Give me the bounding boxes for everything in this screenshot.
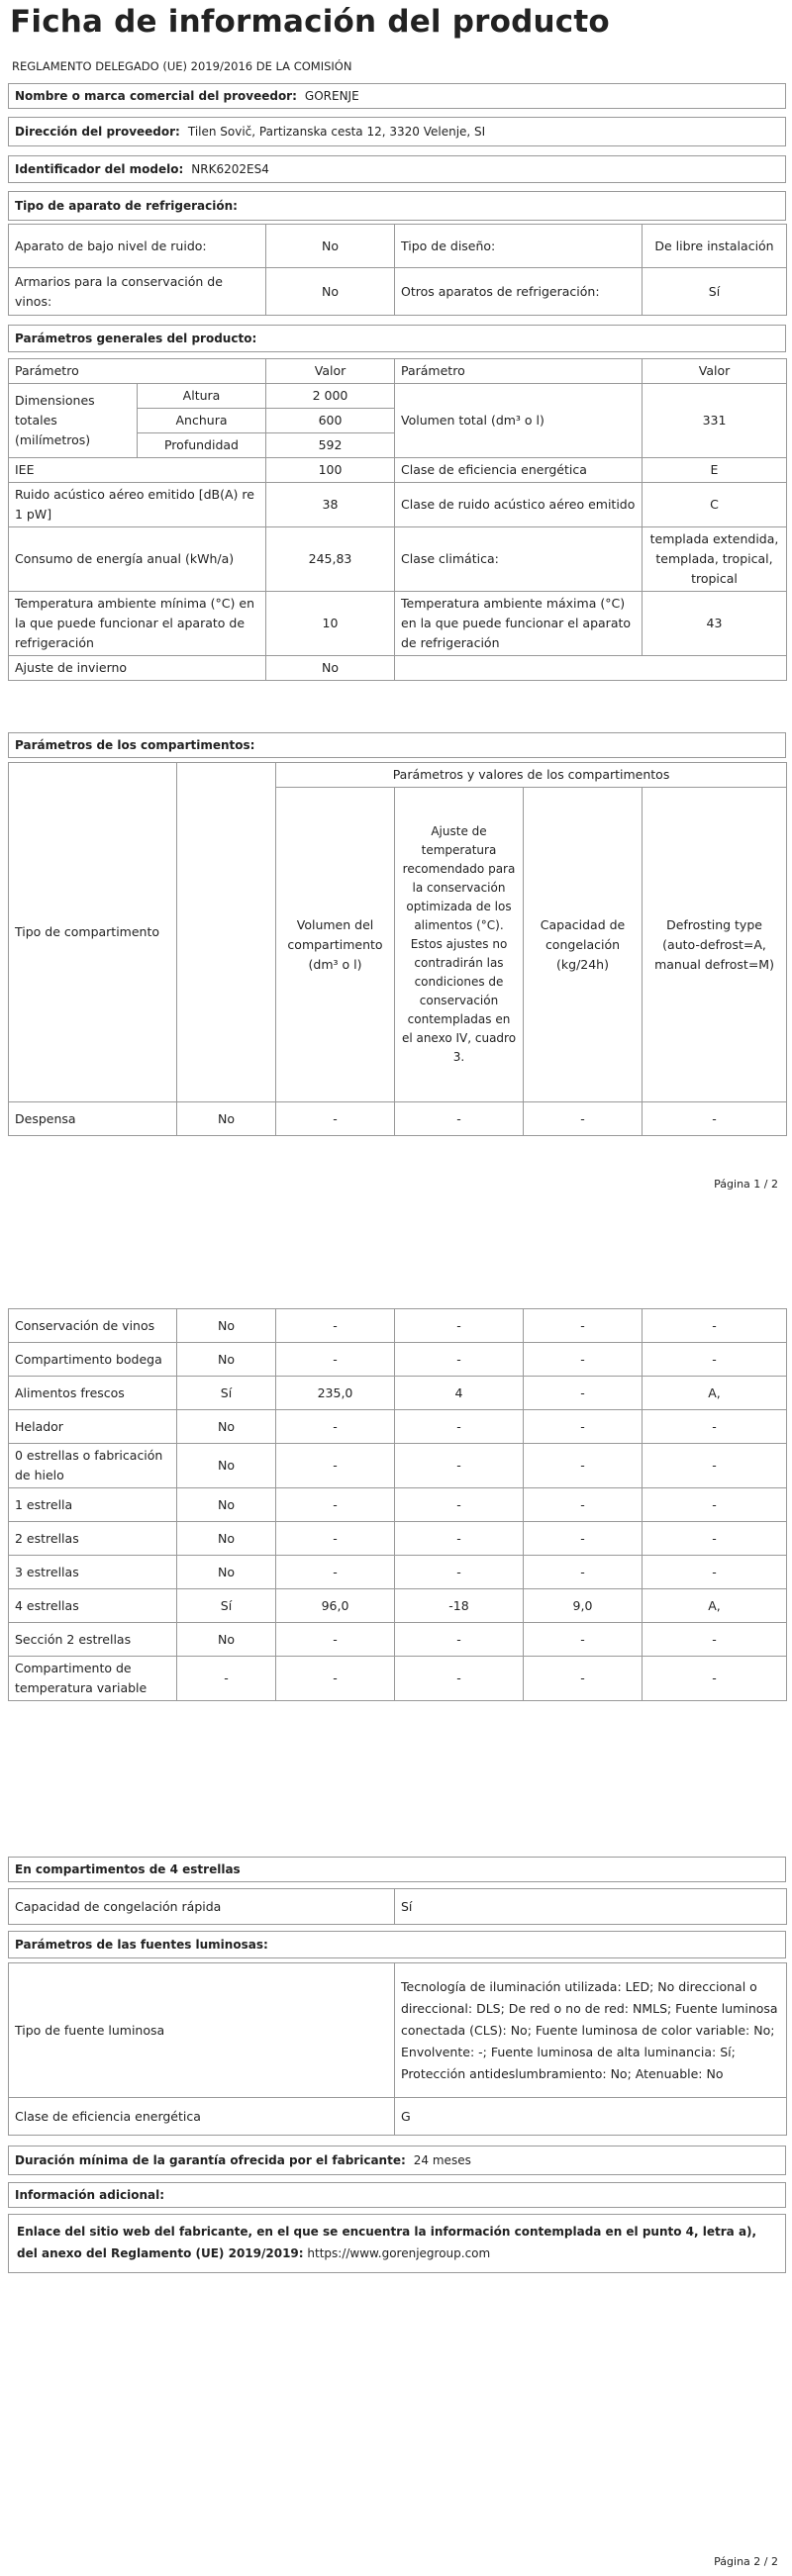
compartment-name: 4 estrellas — [9, 1589, 177, 1623]
height-value: 2 000 — [266, 384, 395, 409]
compartment-name: Compartimento bodega — [9, 1343, 177, 1377]
compartment-freeze: - — [524, 1377, 643, 1410]
compartment-defrost: - — [643, 1343, 787, 1377]
four-star-table — [8, 1888, 787, 1925]
compartment-name: Conservación de vinos — [9, 1309, 177, 1343]
page-number-1: Página 1 / 2 — [714, 1178, 778, 1191]
fast-freeze-label: Capacidad de congelación rápida — [9, 1889, 395, 1925]
compartment-volume: 235,0 — [276, 1377, 395, 1410]
compartment-name: 1 estrella — [9, 1488, 177, 1522]
noise-class-value: C — [643, 483, 787, 527]
compartment-name: 3 estrellas — [9, 1556, 177, 1589]
compartment-name: Compartimento de temperatura variable — [9, 1657, 177, 1701]
compartment-volume: 96,0 — [276, 1589, 395, 1623]
min-temp-value: 10 — [266, 592, 395, 656]
compartment-temp: - — [395, 1488, 524, 1522]
table-row — [9, 1556, 787, 1589]
compartment-temp: - — [395, 1410, 524, 1444]
warranty-label: Duración mínima de la garantía ofrecida por el fabricante: — [15, 2153, 406, 2167]
compartment-temp: 4 — [395, 1377, 524, 1410]
general-heading: Parámetros generales del producto: — [8, 325, 786, 352]
page-title: Ficha de información del producto — [10, 4, 610, 40]
table-row — [9, 1657, 787, 1701]
design-value: De libre instalación — [643, 225, 787, 268]
compartment-freeze: - — [524, 1343, 643, 1377]
light-heading: Parámetros de las fuentes luminosas: — [8, 1931, 786, 1958]
compartment-volume: - — [276, 1444, 395, 1488]
volume-label: Volumen total (dm³ o l) — [395, 384, 643, 458]
type-heading: Tipo de aparato de refrigeración: — [8, 191, 786, 221]
compartment-freeze: - — [524, 1444, 643, 1488]
depth-label: Profundidad — [138, 433, 266, 458]
iee-label: IEE — [9, 458, 266, 483]
compartment-present: No — [177, 1343, 276, 1377]
energy-value: 245,83 — [266, 527, 395, 592]
compartment-present: No — [177, 1488, 276, 1522]
other-value: Sí — [643, 268, 787, 316]
iee-value: 100 — [266, 458, 395, 483]
warranty-value: 24 meses — [413, 2153, 471, 2167]
compartment-freeze: - — [524, 1309, 643, 1343]
col-param-header-2: Parámetro — [395, 359, 643, 384]
compartment-defrost: A, — [643, 1377, 787, 1410]
link-label: Enlace del sitio web del fabricante, en el que se encuentra la información contemplada en el punto 4, letra a), del anexo del Reglamento (UE) 2019/2019: — [17, 2225, 757, 2260]
compartment-freeze: - — [524, 1522, 643, 1556]
compartment-temp: -18 — [395, 1589, 524, 1623]
compartment-defrost: - — [643, 1522, 787, 1556]
max-temp-value: 43 — [643, 592, 787, 656]
noise-value: 38 — [266, 483, 395, 527]
compartment-name: 2 estrellas — [9, 1522, 177, 1556]
max-temp-label: Temperatura ambiente máxima (°C) en la que puede funcionar el aparato de refrigeración — [395, 592, 643, 656]
height-label: Altura — [138, 384, 266, 409]
compartment-present: - — [177, 1657, 276, 1701]
table-row — [9, 1488, 787, 1522]
other-label: Otros aparatos de refrigeración: — [395, 268, 643, 316]
address-label: Dirección del proveedor: — [15, 125, 180, 139]
col-freeze-header: Capacidad de congelación (kg/24h) — [524, 788, 643, 1102]
model-value: NRK6202ES4 — [191, 162, 269, 176]
compartment-name: Despensa — [9, 1102, 177, 1136]
compartment-freeze: - — [524, 1623, 643, 1657]
compartment-name: Sección 2 estrellas — [9, 1623, 177, 1657]
volume-value: 331 — [643, 384, 787, 458]
compartment-volume: - — [276, 1657, 395, 1701]
table-row — [9, 1589, 787, 1623]
compartment-temp: - — [395, 1657, 524, 1701]
brand-value: GORENJE — [304, 89, 359, 103]
light-class-value: G — [395, 2098, 787, 2136]
manufacturer-link[interactable]: https://www.gorenjegroup.com — [307, 2246, 491, 2260]
light-type-value: Tecnología de iluminación utilizada: LED; No direccional o direccional: DLS; De red o no de red: NMLS; Fuente luminosa conectada (CLS): No; Fuente luminosa de color variable: No; Envolvente: -; Fuente luminosa de alta luminancia: Sí; Protección antideslumbramiento: No; Atenuable: No — [395, 1963, 787, 2098]
col-defrost-header: Defrosting type (auto-defrost=A, manual defrost=M) — [643, 788, 787, 1102]
compartment-defrost: - — [643, 1556, 787, 1589]
compartment-volume: - — [276, 1522, 395, 1556]
table-row — [9, 1623, 787, 1657]
compartments-table — [8, 762, 787, 1136]
compartment-name: Helador — [9, 1410, 177, 1444]
compartment-defrost: - — [643, 1102, 787, 1136]
compartment-name: Alimentos frescos — [9, 1377, 177, 1410]
compartment-temp: - — [395, 1556, 524, 1589]
compartment-volume: - — [276, 1488, 395, 1522]
four-star-heading: En compartimentos de 4 estrellas — [8, 1857, 786, 1882]
dims-label: Dimensiones totales (milímetros) — [9, 384, 138, 458]
width-value: 600 — [266, 409, 395, 433]
compartment-defrost: - — [643, 1410, 787, 1444]
model-label: Identificador del modelo: — [15, 162, 184, 176]
low-noise-label: Aparato de bajo nivel de ruido: — [9, 225, 266, 268]
compartment-freeze: - — [524, 1410, 643, 1444]
brand-label: Nombre o marca comercial del proveedor: — [15, 89, 297, 103]
address-value: Tilen Sovič, Partizanska cesta 12, 3320 Velenje, SI — [187, 125, 486, 139]
noise-label: Ruido acústico aéreo emitido [dB(A) re 1 pW] — [9, 483, 266, 527]
compartment-volume: - — [276, 1623, 395, 1657]
compartment-temp: - — [395, 1343, 524, 1377]
compartment-defrost: - — [643, 1444, 787, 1488]
col-temp-header: Ajuste de temperatura recomendado para la conservación optimizada de los alimentos (°C). Estos ajustes no contradirán las condiciones de conservación contempladas en el anexo IV, cuadro 3. — [395, 788, 524, 1102]
light-type-label: Tipo de fuente luminosa — [9, 1963, 395, 2098]
regulation-subtitle: REGLAMENTO DELEGADO (UE) 2019/2016 DE LA COMISIÓN — [12, 59, 352, 73]
page-number-2: Página 2 / 2 — [714, 2555, 778, 2568]
wine-value: No — [266, 268, 395, 316]
col-param-header: Parámetro — [9, 359, 266, 384]
table-row — [9, 1377, 787, 1410]
compartment-volume: - — [276, 1410, 395, 1444]
compartment-temp: - — [395, 1522, 524, 1556]
compartment-present: Sí — [177, 1589, 276, 1623]
climate-label: Clase climática: — [395, 527, 643, 592]
group-header: Parámetros y valores de los compartimentos — [276, 763, 787, 788]
table-row — [9, 1102, 787, 1136]
compartment-defrost: - — [643, 1657, 787, 1701]
compartment-freeze: - — [524, 1657, 643, 1701]
col-volume-header: Volumen del compartimento (dm³ o l) — [276, 788, 395, 1102]
depth-value: 592 — [266, 433, 395, 458]
design-label: Tipo de diseño: — [395, 225, 643, 268]
compartment-volume: - — [276, 1343, 395, 1377]
compartment-present: Sí — [177, 1377, 276, 1410]
manufacturer-link-row — [8, 2214, 786, 2273]
min-temp-label: Temperatura ambiente mínima (°C) en la que puede funcionar el aparato de refrigeración — [9, 592, 266, 656]
col-value-header: Valor — [266, 359, 395, 384]
fast-freeze-value: Sí — [395, 1889, 787, 1925]
low-noise-value: No — [266, 225, 395, 268]
compartment-present: No — [177, 1444, 276, 1488]
additional-info-row — [8, 2182, 786, 2208]
page-1 — [0, 0, 792, 1287]
energy-label: Consumo de energía anual (kWh/a) — [9, 527, 266, 592]
table-row — [9, 1309, 787, 1343]
wine-label: Armarios para la conservación de vinos: — [9, 268, 266, 316]
general-table — [8, 358, 787, 681]
compartment-temp: - — [395, 1444, 524, 1488]
compartment-defrost: - — [643, 1488, 787, 1522]
compartment-volume: - — [276, 1309, 395, 1343]
compartments-table-continued — [8, 1308, 787, 1701]
compartment-defrost: - — [643, 1623, 787, 1657]
warranty-row — [8, 2146, 786, 2175]
compartment-present: No — [177, 1623, 276, 1657]
supplier-address-row — [8, 117, 786, 146]
compartment-freeze: - — [524, 1556, 643, 1589]
compartment-temp: - — [395, 1623, 524, 1657]
compartment-volume: - — [276, 1102, 395, 1136]
model-row — [8, 155, 786, 183]
compartment-present: No — [177, 1309, 276, 1343]
compartment-freeze: - — [524, 1102, 643, 1136]
compartment-present: No — [177, 1522, 276, 1556]
col-value-header-2: Valor — [643, 359, 787, 384]
compartment-name: 0 estrellas o fabricación de hielo — [9, 1444, 177, 1488]
winter-label: Ajuste de invierno — [9, 656, 266, 681]
eff-class-value: E — [643, 458, 787, 483]
table-row — [9, 1410, 787, 1444]
light-table — [8, 1962, 787, 2136]
width-label: Anchura — [138, 409, 266, 433]
winter-value: No — [266, 656, 395, 681]
compartment-freeze: - — [524, 1488, 643, 1522]
compartment-defrost: - — [643, 1309, 787, 1343]
type-table — [8, 224, 787, 316]
compartment-temp: - — [395, 1309, 524, 1343]
compartments-heading: Parámetros de los compartimentos: — [8, 732, 786, 758]
climate-value: templada extendida, templada, tropical, tropical — [643, 527, 787, 592]
compartment-freeze: 9,0 — [524, 1589, 643, 1623]
table-row — [9, 1444, 787, 1488]
table-row — [9, 1522, 787, 1556]
eff-class-label: Clase de eficiencia energética — [395, 458, 643, 483]
compartment-temp: - — [395, 1102, 524, 1136]
compartment-present: No — [177, 1410, 276, 1444]
compartment-present: No — [177, 1102, 276, 1136]
additional-info-label: Información adicional: — [15, 2188, 165, 2202]
light-class-label: Clase de eficiencia energética — [9, 2098, 395, 2136]
compartment-present: No — [177, 1556, 276, 1589]
noise-class-label: Clase de ruido acústico aéreo emitido — [395, 483, 643, 527]
compartment-defrost: A, — [643, 1589, 787, 1623]
compartment-volume: - — [276, 1556, 395, 1589]
table-row — [9, 1343, 787, 1377]
col-type-header: Tipo de compartimento — [9, 763, 177, 1102]
page-2 — [0, 1287, 792, 2576]
supplier-brand-row — [8, 83, 786, 109]
